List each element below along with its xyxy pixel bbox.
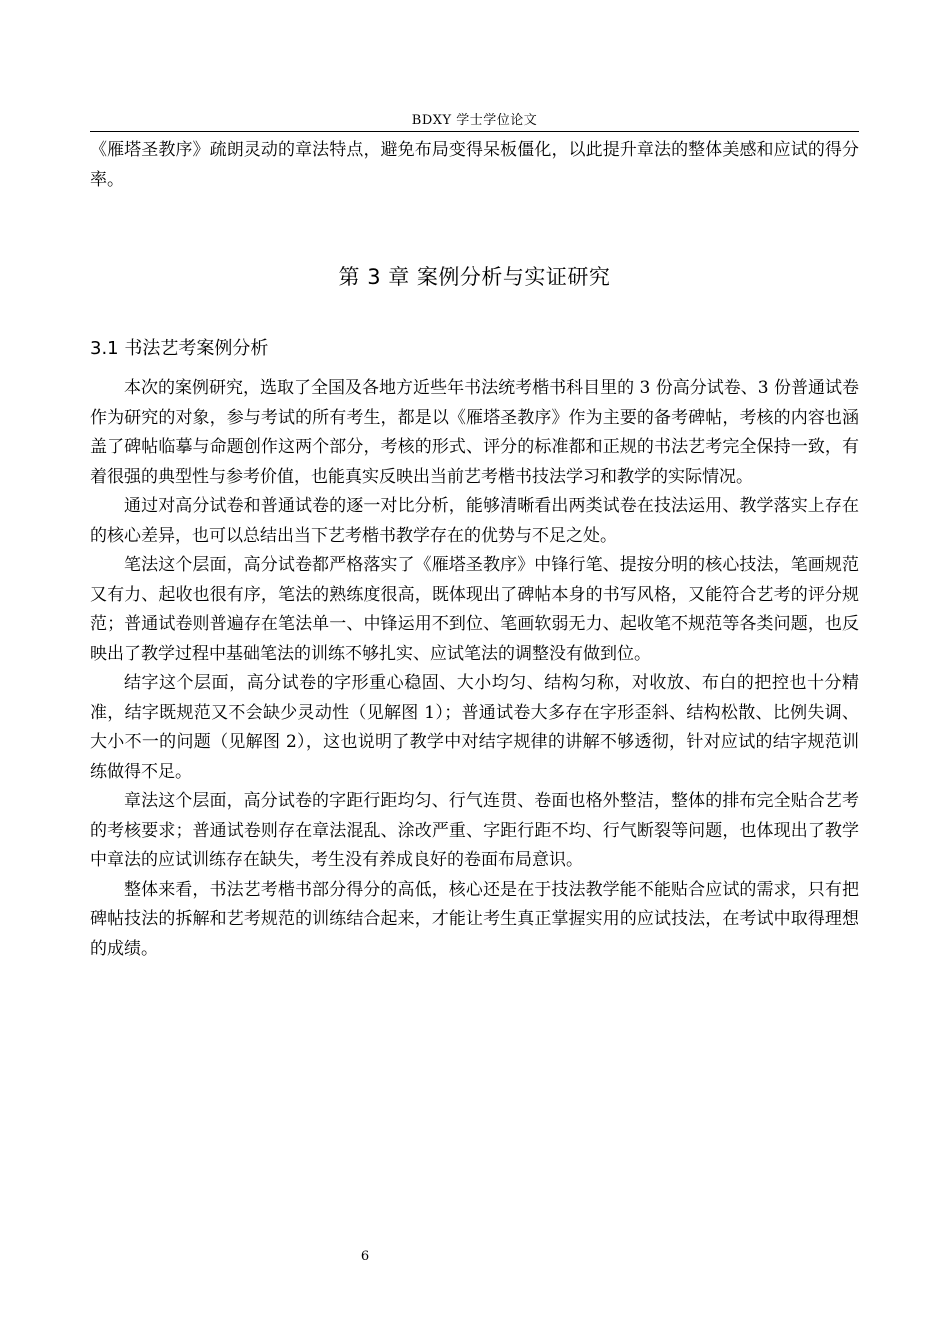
section-title: 3.1 书法艺考案例分析 (90, 338, 269, 359)
body-paragraph-5: 章法这个层面，高分试卷的字距行距均匀、行气连贯、卷面也格外整洁，整体的排布完全贴合艺考的考核要求；普通试卷则存在章法混乱、涂改严重、字距行距不均、行气断裂等问题，也体现出了教学中章法的应试训练存在缺失，考生没有养成良好的卷面布局意识。 (90, 791, 859, 870)
body-paragraph-6: 整体来看，书法艺考楷书部分得分的高低，核心还是在于技法教学能不能贴合应试的需求，只有把碑帖技法的拆解和艺考规范的训练结合起来，才能让考生真正掌握实用的应试技法，在考试中取得理想的成绩。 (90, 879, 859, 959)
body-paragraph-3: 笔法这个层面，高分试卷都严格落实了《雁塔圣教序》中锋行笔、提按分明的核心技法，笔画规范又有力、起收也很有序，笔法的熟练度很高，既体现出了碑帖本身的书写风格，又能符合艺考的评分规范；普通试卷则普遍存在笔法单一、中锋运用不到位、笔画软弱无力、起收笔不规范等各类问题，也反映出了教学过程中基础笔法的训练不够扎实、应试笔法的调整没有做到位。 (90, 555, 859, 664)
intro-continuation-block (90, 136, 859, 195)
chapter-title: 第 3 章 案例分析与实证研究 (338, 265, 611, 289)
body-paragraph-2: 通过对高分试卷和普通试卷的逐一对比分析，能够清晰看出两类试卷在技法运用、教学落实上存在的核心差异，也可以总结出当下艺考楷书教学存在的优势与不足之处。 (90, 496, 859, 546)
body-paragraph-4: 结字这个层面，高分试卷的字形重心稳固、大小均匀、结构匀称，对收放、布白的把控也十分精准，结字既规范又不会缺少灵动性（见解图 1）；普通试卷大多存在字形歪斜、结构松散、比例失调、大小不一的问题（见解图 2），这也说明了教学中对结字规律的讲解不够透彻，针对应试的结字规范训练做得不足。 (90, 673, 859, 782)
header-rule (90, 131, 859, 132)
section-body (90, 374, 859, 964)
running-header: BDXY 学士学位论文 (411, 113, 538, 128)
page-number: 6 (360, 1249, 370, 1264)
intro-continuation-paragraph: 《雁塔圣教序》疏朗灵动的章法特点，避免布局变得呆板僵化，以此提升章法的整体美感和应试的得分率。 (90, 140, 859, 190)
body-paragraph-1: 本次的案例研究，选取了全国及各地方近些年书法统考楷书科目里的 3 份高分试卷、3 份普通试卷作为研究的对象，参与考试的所有考生，都是以《雁塔圣教序》作为主要的备考碑帖，考核的内容也涵盖了碑帖临摹与命题创作这两个部分，考核的形式、评分的标准都和正规的书法艺考完全保持一致，有着很强的典型性与参考价值，也能真实反映出当前艺考楷书技法学习和教学的实际情况。 (90, 378, 859, 487)
